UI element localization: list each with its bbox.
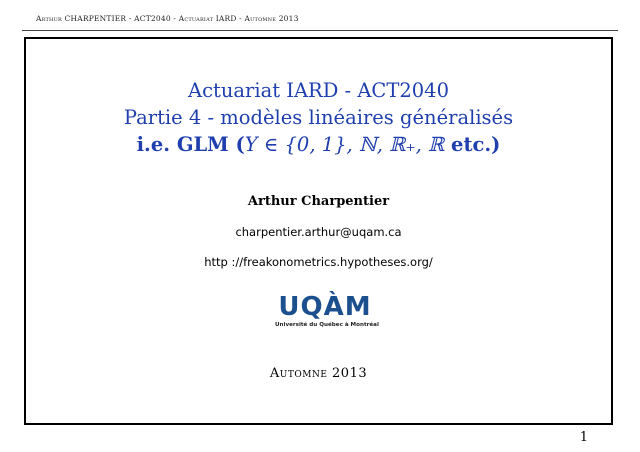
uqam-logo (275, 292, 379, 333)
author-email: charpentier.arthur@uqam.ca (235, 225, 402, 239)
logo-subtitle: Université du Québec à Montréal (275, 322, 379, 328)
title-line-1: Actuariat IARD - ACT2040 (188, 79, 449, 102)
title-line-2: Partie 4 - modèles linéaires généralisés (123, 106, 514, 129)
slide-frame (24, 37, 613, 425)
logo-wordmark: UQÀM (278, 292, 372, 322)
author-name: Arthur Charpentier (247, 194, 390, 209)
title-line-3-math: Y ∈ {0, 1}, ℕ, ℝ₊, ℝ (244, 133, 445, 156)
title-line-3-prefix: i.e. GLM ( (136, 133, 245, 156)
author-website: http ://freakonometrics.hypotheses.org/ (204, 255, 433, 269)
running-header: Arthur CHARPENTIER - ACT2040 - Actuariat IARD - Automne 2013 (36, 14, 299, 23)
slide-date: Automne 2013 (269, 366, 368, 381)
header-rule (22, 30, 618, 31)
title-line-3-suffix: etc.) (444, 133, 501, 156)
slide-title (26, 77, 611, 158)
page-number: 1 (579, 430, 588, 445)
title-line-3 (26, 131, 611, 158)
